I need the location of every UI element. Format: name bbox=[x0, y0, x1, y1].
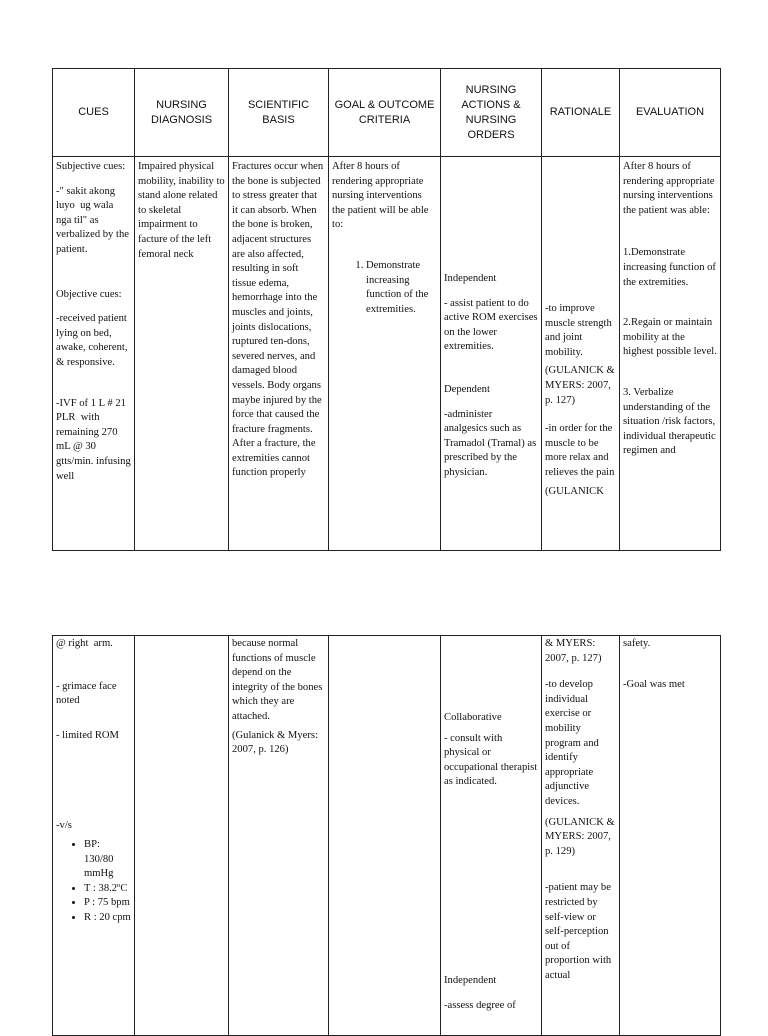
rationale-relieve-pain: -in order for the muscle to be more relax and relieves the pain bbox=[545, 423, 616, 478]
diagnosis-cell bbox=[135, 636, 229, 1036]
table-row bbox=[53, 636, 721, 1036]
evaluation-item-3: 3. Verbalize understanding of the situation /risk factors, individual therapeutic regimen and bbox=[623, 386, 719, 457]
evaluation-item-1: 1.Demonstrate increasing function of the extremities. bbox=[623, 247, 719, 288]
scientific-basis-cell bbox=[229, 157, 329, 551]
rationale-cell bbox=[542, 157, 620, 551]
scientific-basis-continued: because normal functions of muscle depend on the integrity of the bones which they are attached. bbox=[232, 638, 325, 722]
objective-cues-label: Objective cues: bbox=[56, 288, 122, 300]
header-cues: CUES bbox=[53, 69, 135, 157]
action-assess-degree: -assess degree of bbox=[444, 999, 516, 1011]
action-heading-dependent: Dependent bbox=[444, 383, 490, 395]
nursing-care-plan-table-continued bbox=[52, 635, 721, 1036]
evaluation-cell bbox=[620, 636, 721, 1036]
action-administer-analgesics: -administer analgesics such as Tramadol (Tramal) as prescribed by the physician. bbox=[444, 408, 539, 478]
nursing-care-plan-table bbox=[52, 68, 721, 551]
vital-signs-list bbox=[56, 838, 131, 926]
vital-respiration: • R : 20 cpm bbox=[84, 911, 131, 926]
header-nursing-actions: NURSING ACTIONS & NURSING ORDERS bbox=[441, 69, 542, 157]
rationale-reference-partial: (GULANICK bbox=[545, 485, 604, 497]
cues-cell bbox=[53, 636, 135, 1036]
rationale-muscle-strength: -to improve muscle strength and joint mobility. bbox=[545, 303, 615, 358]
goal-item: 1. Demonstrate increasing function of the extremities. bbox=[366, 259, 437, 317]
scientific-basis-reference: (Gulanick & Myers: 2007, p. 126) bbox=[232, 729, 321, 756]
cues-cell bbox=[53, 157, 135, 551]
cue-vital-signs-label: -v/s bbox=[56, 820, 72, 832]
subjective-cues-label: Subjective cues: bbox=[56, 161, 126, 172]
rationale-self-perception: -patient may be restricted by self-view or self-perception out of proportion with actual bbox=[545, 882, 614, 981]
header-evaluation: EVALUATION bbox=[620, 69, 721, 157]
evaluation-item-2: 2.Regain or maintain mobility at the highest possible level. bbox=[623, 317, 717, 358]
goal-intro: After 8 hours of rendering appropriate nursing interventions the patient will be able to: bbox=[332, 161, 432, 231]
rationale-reference-continued: & MYERS: 2007, p. 127) bbox=[545, 638, 602, 664]
vital-temperature: • T : 38.2ºC bbox=[84, 882, 131, 897]
evaluation-goal-met: -Goal was met bbox=[623, 678, 685, 690]
header-row bbox=[53, 69, 721, 157]
scientific-basis-cell bbox=[229, 636, 329, 1036]
actions-cell bbox=[441, 636, 542, 1036]
table-row bbox=[53, 157, 721, 551]
evaluation-safety: safety. bbox=[623, 638, 651, 649]
evaluation-cell bbox=[620, 157, 721, 551]
header-nursing-diagnosis: NURSING DIAGNOSIS bbox=[135, 69, 229, 157]
header-scientific-basis: SCIENTIFIC BASIS bbox=[229, 69, 329, 157]
action-heading-independent: Independent bbox=[444, 273, 497, 284]
goal-cell bbox=[329, 636, 441, 1036]
goal-list bbox=[332, 259, 437, 317]
goal-cell bbox=[329, 157, 441, 551]
header-rationale: RATIONALE bbox=[542, 69, 620, 157]
cue-grimace: - grimace face noted bbox=[56, 680, 120, 707]
ivf-cue: -IVF of 1 L # 21 PLR with remaining 270 mL @ 30 gtts/min. infusing well bbox=[56, 397, 134, 482]
objective-cue: -received patient lying on bed, awake, coherent, & responsive. bbox=[56, 313, 131, 368]
vital-pulse: • P : 75 bpm bbox=[84, 896, 131, 911]
rationale-cell bbox=[542, 636, 620, 1036]
header-goal-outcome-criteria: GOAL & OUTCOME CRITERIA bbox=[329, 69, 441, 157]
cue-limited-rom: - limited ROM bbox=[56, 729, 119, 741]
action-rom-exercises: - assist patient to do active ROM exercises on the lower extremities. bbox=[444, 297, 541, 353]
scientific-basis-text: Fractures occur when the bone is subjected to stress greater that it can absorb. When the bone is broken, adjacent structures are also affected, resulting in soft tissue edema, hemorrhage into the muscles and joints, joints dislocations, ruptured ten-dons, severed nerves, and damaged blood vessels. Body organs maybe injured by the force that caused the fracture fragments. After a fracture, the extremities cannot function properly bbox=[232, 161, 326, 479]
rationale-reference: (GULANICK & MYERS: 2007, p. 129) bbox=[545, 816, 618, 857]
action-heading-independent: Independent bbox=[444, 974, 497, 986]
cue-right-arm: @ right arm. bbox=[56, 638, 113, 649]
evaluation-intro: After 8 hours of rendering appropriate nursing interventions the patient was able: bbox=[623, 161, 718, 216]
action-consult-therapist: - consult with physical or occupational therapist as indicated. bbox=[444, 732, 540, 788]
rationale-exercise-program: -to develop individual exercise or mobility program and identify appropriate adjunctive devices. bbox=[545, 679, 602, 807]
vital-bp: • BP: 130/80 mmHg bbox=[84, 838, 131, 882]
action-heading-collaborative: Collaborative bbox=[444, 712, 502, 723]
subjective-cue-quote: -" sakit akong luyo ug wala nga til" as verbalized by the patient. bbox=[56, 185, 132, 255]
actions-cell bbox=[441, 157, 542, 551]
diagnosis-cell bbox=[135, 157, 229, 551]
nursing-diagnosis-text: Impaired physical mobility, inability to stand alone related to skeletal impairment to facture of the left femoral neck bbox=[138, 161, 228, 260]
rationale-reference: (GULANICK & MYERS: 2007, p. 127) bbox=[545, 365, 618, 406]
